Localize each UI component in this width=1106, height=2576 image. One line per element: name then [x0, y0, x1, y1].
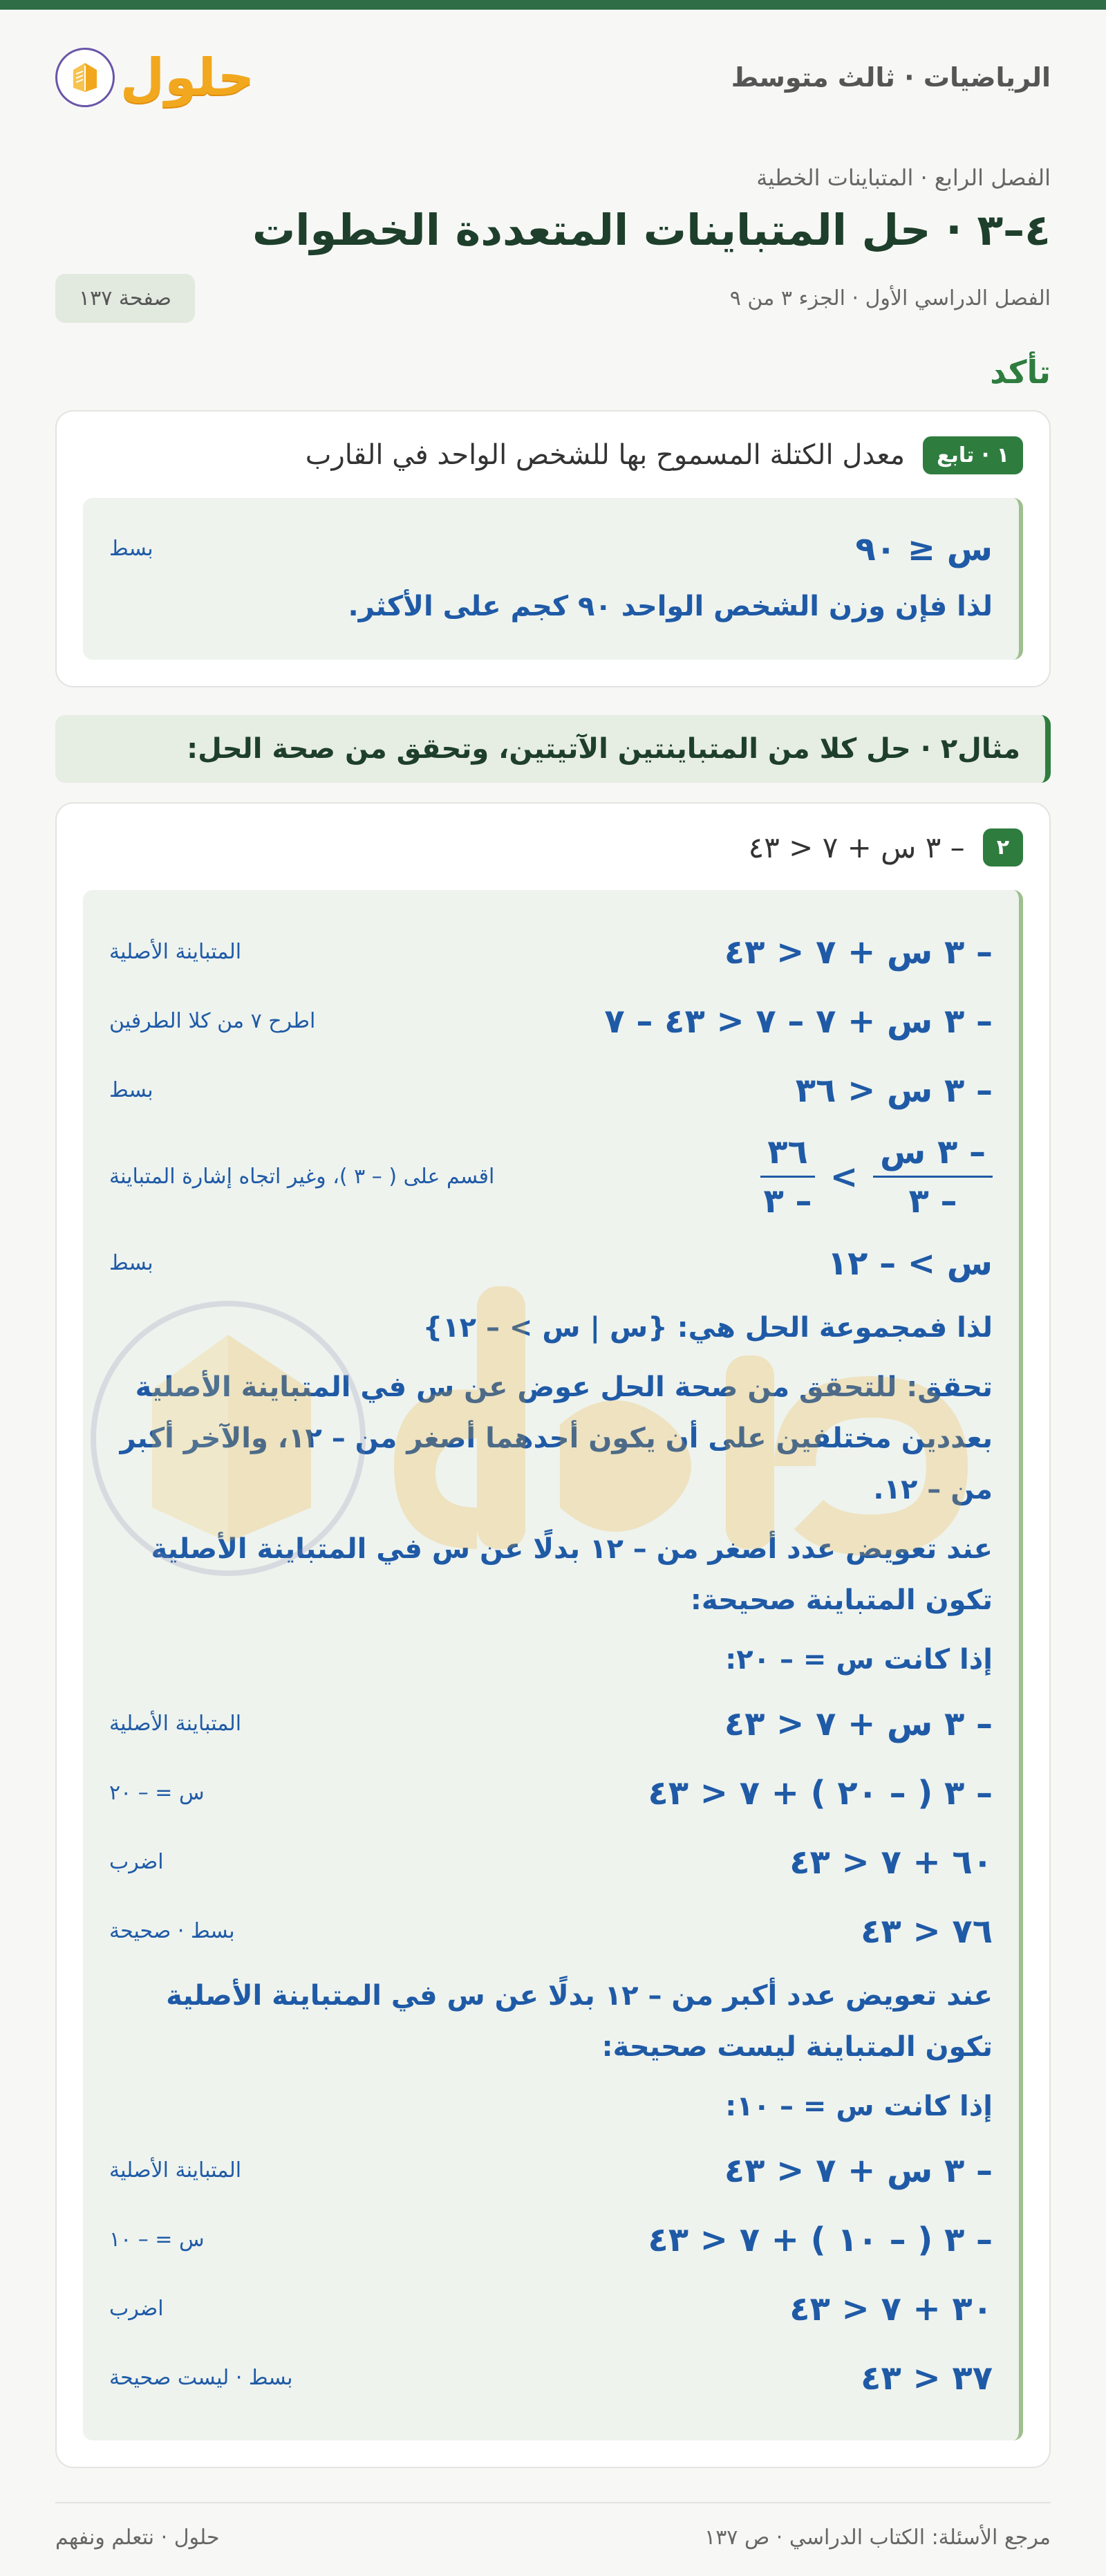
check-step [109, 1828, 993, 1897]
question-card-1 [55, 410, 1051, 687]
solution-box [83, 890, 1023, 2440]
page-title: ٤–٣ · حل المتباينات المتعددة الخطوات [252, 205, 1051, 255]
step-note: س = – ١٠ [109, 2227, 205, 2252]
book-logo-icon [55, 48, 115, 107]
step-note: اطرح ٧ من كلا الطرفين [109, 1009, 316, 1033]
reference-text: مرجع الأسئلة: الكتاب الدراسي · ص ١٣٧ [704, 2526, 1051, 2550]
term-label: الفصل الدراسي الأول · الجزء ٣ من ٩ [729, 286, 1051, 311]
fraction-denominator: – ٣ [908, 1182, 957, 1221]
step-note: المتباينة الأصلية [109, 940, 242, 964]
step-note: بسط · صحيحة [109, 1919, 235, 1943]
fraction-denominator: – ٣ [763, 1182, 812, 1221]
solution-box [83, 498, 1023, 660]
step-expression: س > – ١٢ [827, 1243, 993, 1283]
step-expression: – ٣ س + ٧ < ٤٣ [724, 1704, 993, 1743]
page-header [0, 10, 1106, 106]
fraction-step [109, 1125, 993, 1229]
check-step [109, 2274, 993, 2344]
step-note: س = – ٢٠ [109, 1781, 205, 1805]
page-footer [55, 2502, 1051, 2550]
step-expression: – ٣ س < ٣٦ [795, 1071, 993, 1110]
check-step [109, 1759, 993, 1828]
solution-step [109, 918, 993, 987]
solution-step [109, 1056, 993, 1125]
left-fraction [873, 1133, 993, 1221]
step-expression: ٦٠ + ٧ < ٤٣ [789, 1842, 993, 1882]
check-step [109, 2136, 993, 2205]
step-expression: ٣٧ < ٤٣ [861, 2358, 993, 2398]
check-step [109, 1897, 993, 1966]
step-expression: ٧٦ < ٤٣ [861, 1911, 993, 1951]
step-expression: – ٣ س + ٧ < ٤٣ [724, 932, 993, 972]
inequality-operator: > [830, 1157, 859, 1196]
fraction-expression [760, 1133, 993, 1221]
solution-step [109, 521, 993, 577]
step-note: بسط [109, 537, 153, 561]
step-expression: – ٣ ( – ١٠ ) + ٧ < ٤٣ [648, 2220, 993, 2259]
step-note: اضرب [109, 1850, 164, 1874]
subject-label: الرياضيات · ثالث متوسط [731, 62, 1051, 93]
fraction-numerator: ٣٦ [760, 1133, 815, 1178]
example-banner: مثال٢ · حل كلا من المتباينتين الآتيتين، وتحقق من صحة الحل: [55, 715, 1051, 783]
check-step [109, 1689, 993, 1759]
logo-wordmark: حلول [120, 48, 255, 107]
question-inequality: – ٣ س + ٧ < ٤٣ [748, 830, 965, 864]
step-note: المتباينة الأصلية [109, 1712, 242, 1736]
question-number-badge: ١ · تابع [923, 436, 1023, 474]
chapter-breadcrumb: الفصل الرابع · المتباينات الخطية [756, 165, 1051, 191]
check-step [109, 2205, 993, 2274]
larger-value-intro: عند تعويض عدد أكبر من – ١٢ بدلًا عن س في المتباينة الأصلية تكون المتباينة ليست صحيحة: [166, 1979, 993, 2063]
solution-set-text: لذا فمجموعة الحل هي: {س | س > – ١٢} [422, 1311, 993, 1344]
fraction-numerator: – ٣ س [873, 1133, 993, 1178]
larger-value-condition: إذا كانت س = – ١٠: [725, 2090, 993, 2122]
smaller-value-condition: إذا كانت س = – ٢٠: [725, 1643, 993, 1676]
step-expression: – ٣ س + ٧ < ٤٣ [724, 2151, 993, 2190]
solution-step [109, 987, 993, 1056]
section-heading: تأكد [990, 353, 1051, 391]
step-note: بسط [109, 1078, 153, 1102]
conclusion-text: لذا فإن وزن الشخص الواحد ٩٠ كجم على الأكثر. [348, 590, 993, 622]
top-accent-bar [0, 0, 1106, 10]
step-expression: س ≤ ٩٠ [855, 529, 993, 568]
step-expression: – ٣ س + ٧ – ٧ < ٤٣ – ٧ [604, 1001, 993, 1041]
page-number-badge: صفحة ١٣٧ [55, 274, 195, 323]
step-note: اضرب [109, 2297, 164, 2321]
step-expression: ٣٠ + ٧ < ٤٣ [789, 2289, 993, 2328]
step-expression: – ٣ ( – ٢٠ ) + ٧ < ٤٣ [648, 1773, 993, 1813]
right-fraction [760, 1133, 815, 1221]
question-number-badge: ٢ [983, 828, 1023, 867]
smaller-value-intro: عند تعويض عدد أصغر من – ١٢ بدلًا عن س في المتباينة الأصلية تكون المتباينة صحيحة: [151, 1532, 993, 1616]
footer-brand: حلول · نتعلم ونفهم [55, 2526, 220, 2550]
step-note: المتباينة الأصلية [109, 2158, 242, 2183]
solution-step [109, 1229, 993, 1298]
step-note: بسط · ليست صحيحة [109, 2366, 293, 2390]
question-text: معدل الكتلة المسموح بها للشخص الواحد في القارب [305, 439, 906, 471]
check-intro-text: تحقق: للتحقق من صحة الحل عوض عن س في المتباينة الأصلية بعددين مختلفين على أن يكون أحدهما أصغر من – ١٢، والآخر أكبر من – ١٢. [120, 1371, 993, 1505]
check-step [109, 2344, 993, 2413]
step-note: بسط [109, 1251, 153, 1275]
question-card-2 [55, 802, 1051, 2468]
step-note: اقسم على ( – ٣ )، وغير اتجاه إشارة المتباينة [109, 1165, 495, 1189]
hulul-logo[interactable] [55, 48, 254, 107]
